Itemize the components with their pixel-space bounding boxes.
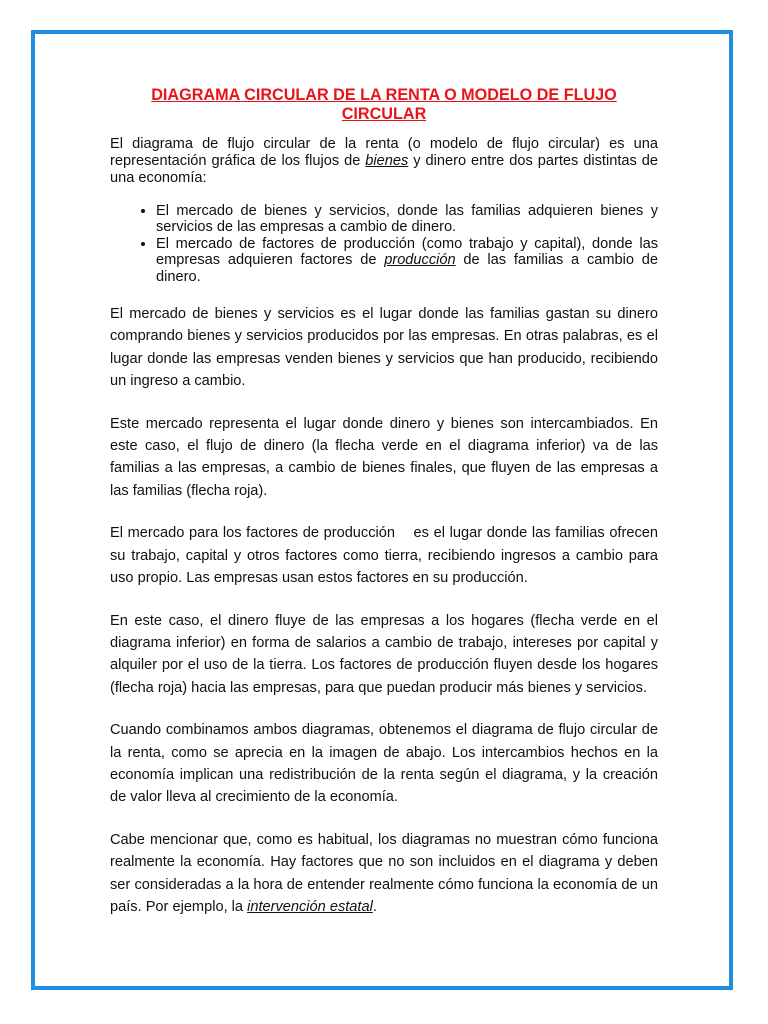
paragraph-factor-flow: En este caso, el dinero fluye de las empresas a los hogares (flecha verde en el diagrama inferior) en forma de salarios a cambio de trabajo, intereses por capital y alquiler por el uso de la tierra. Los factores de producción fluyen desde los hogares (flecha roja) hacia las empresas, para que puedan producir más bienes y servicios. — [110, 612, 658, 696]
list-item-text: El mercado de bienes y servicios, donde las familias adquieren bienes y servicios de las empresas a cambio de dinero. — [156, 203, 658, 236]
intro-paragraph — [110, 136, 658, 187]
list-item-text-before: El mercado de factores de producción (como trabajo y capital), donde las empresas adquieren factores de — [156, 235, 658, 269]
conclusion-text-after: . — [372, 898, 377, 915]
intervencion-estatal-link[interactable]: intervención estatal — [247, 898, 373, 915]
bienes-link[interactable]: bienes — [365, 153, 409, 169]
produccion-link[interactable]: producción — [384, 252, 456, 269]
document-body — [110, 86, 663, 938]
market-list — [110, 203, 658, 285]
paragraph-conclusion — [110, 829, 658, 919]
paragraph-goods-market: El mercado de bienes y servicios es el lugar donde las familias gastan su dinero comprando bienes y servicios producidos por las empresas. En otras palabras, es el lugar donde las empresas venden bienes y servicios que han producido, recibiendo un ingreso a cambio. — [110, 306, 658, 390]
list-item-factor-market — [156, 236, 658, 285]
list-item-text-after: de las familias a cambio de dinero. — [156, 252, 658, 285]
intro-text-before: El diagrama de flujo circular de la renta (o modelo de flujo circular) es una representación gráfica de los flujos de — [110, 136, 658, 169]
document-title: DIAGRAMA CIRCULAR DE LA RENTA O MODELO DE FLUJO CIRCULAR — [151, 86, 617, 123]
conclusion-text-before: Cabe mencionar que, como es habitual, los diagramas no muestran cómo funciona realmente la economía. Hay factores que no son incluidos en el diagrama y deben ser consideradas a la hora de entender realmente cómo funciona la economía de un país. Por ejemplo, la — [110, 831, 658, 915]
intro-text-after: y dinero entre dos partes distintas de una economía: — [110, 153, 658, 186]
paragraph-money-flow: Este mercado representa el lugar donde dinero y bienes son intercambiados. En este caso, el flujo de dinero (la flecha verde en el diagrama inferior) va de las familias a las empresas, a cambio de bienes finales, que fluyen de las empresas a las familias (flecha roja). — [110, 415, 658, 499]
list-item-goods-market — [156, 203, 658, 236]
paragraph-factor-market: El mercado para los factores de producción es el lugar donde las familias ofrecen su trabajo, capital y otros factores como tierra, recibiendo ingresos a cambio para uso propio. Las empresas usan estos factores en su producción. — [110, 525, 663, 587]
paragraph-combined-diagram: Cuando combinamos ambos diagramas, obtenemos el diagrama de flujo circular de la renta, como se aprecia en la imagen de abajo. Los intercambios hechos en la economía implican una redistribución de la renta según el diagrama, y la creación de valor lleva al crecimiento de la economía. — [110, 722, 658, 806]
